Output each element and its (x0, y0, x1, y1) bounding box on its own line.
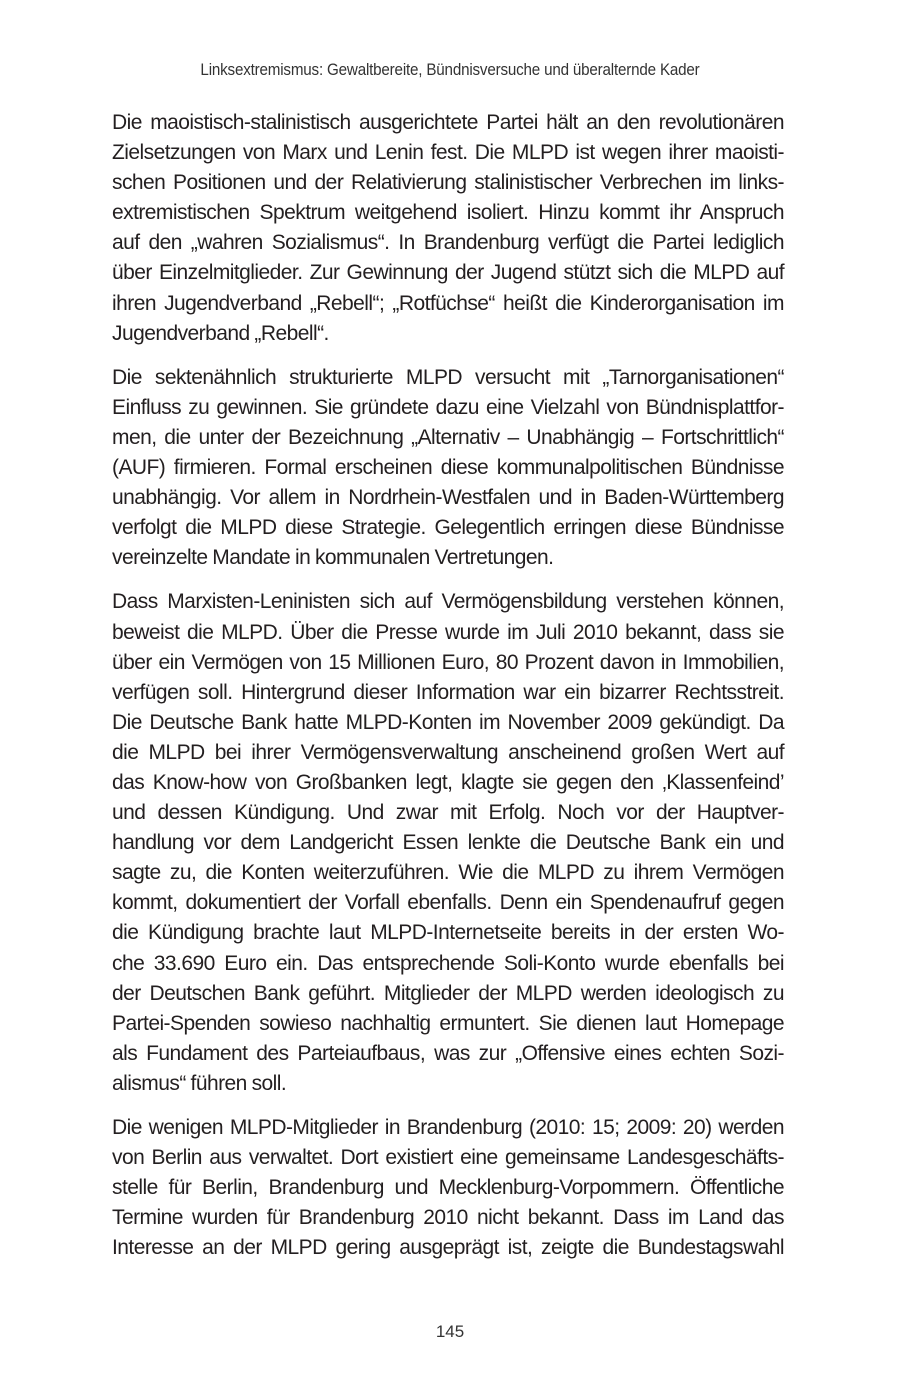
text-line: kommt, dokumentiert der Vorfall ebenfalls. Denn ein Spendenaufruf gegen (112, 891, 784, 915)
text-line: vereinzelte Mandate in kommunalen Vertretungen. (112, 546, 554, 570)
paragraph-4 (112, 1113, 784, 1263)
text-line: ihren Jugendverband „Rebell“; „Rotfüchse“ heißt die Kinderorganisation im (112, 291, 784, 315)
text-line: der Deutschen Bank geführt. Mitglieder der MLPD werden ideologisch zu (112, 981, 784, 1005)
text-line: Termine wurden für Brandenburg 2010 nicht bekannt. Dass im Land das (112, 1206, 784, 1230)
text-line: verfügen soll. Hintergrund dieser Information war ein bizarrer Rechtsstreit. (112, 680, 784, 704)
text-line: von Berlin aus verwaltet. Dort existiert eine gemeinsame Landesgeschäfts- (112, 1146, 784, 1170)
text-line: als Fundament des Parteiaufbaus, was zur „Offensive eines echten Sozi- (112, 1041, 784, 1065)
text-line: Partei-Spenden sowieso nachhaltig ermuntert. Sie dienen laut Homepage (112, 1011, 784, 1035)
page-number: 145 (435, 1322, 465, 1341)
text-line: und dessen Kündigung. Und zwar mit Erfolg. Noch vor der Hauptver- (112, 801, 784, 825)
running-header: Linksextremismus: Gewaltbereite, Bündnisversuche und überalternde Kader (200, 61, 700, 79)
text-line: verfolgt die MLPD diese Strategie. Gelegentlich erringen diese Bündnisse (112, 516, 784, 540)
text-line: Zielsetzungen von Marx und Lenin fest. Die MLPD ist wegen ihrer maoisti- (112, 141, 784, 165)
text-line: handlung vor dem Landgericht Essen lenkte die Deutsche Bank ein und (112, 831, 784, 855)
text-line: sagte zu, die Konten weiterzuführen. Wie die MLPD zu ihrem Vermögen (112, 861, 784, 885)
text-line: über ein Vermögen von 15 Millionen Euro, 80 Prozent davon in Immobilien, (112, 650, 784, 674)
body-text (112, 108, 784, 1277)
text-line: alismus“ führen soll. (112, 1071, 287, 1095)
text-line: Interesse an der MLPD gering ausgeprägt ist, zeigte die Bundestagswahl (112, 1236, 784, 1260)
text-line: die MLPD bei ihrer Vermögensverwaltung anscheinend großen Wert auf (112, 740, 784, 764)
text-line: schen Positionen und der Relativierung stalinistischer Verbrechen im links- (112, 171, 784, 195)
text-line: Dass Marxisten-Leninisten sich auf Vermögensbildung verstehen können, (112, 590, 784, 614)
text-line: über Einzelmitglieder. Zur Gewinnung der Jugend stützt sich die MLPD auf (112, 261, 784, 285)
text-line: Die wenigen MLPD-Mitglieder in Brandenburg (2010: 15; 2009: 20) werden (112, 1116, 784, 1139)
text-line: (AUF) firmieren. Formal erscheinen diese kommunalpolitischen Bündnisse (112, 456, 784, 480)
text-line: stelle für Berlin, Brandenburg und Mecklenburg-Vorpommern. Öffentliche (112, 1176, 784, 1200)
paragraph-1 (112, 108, 784, 349)
text-line: che 33.690 Euro ein. Das entsprechende Soli-Konto wurde ebenfalls bei (112, 951, 784, 975)
paragraph-2 (112, 363, 784, 574)
text-line: extremistischen Spektrum weitgehend isoliert. Hinzu kommt ihr Anspruch (112, 201, 784, 225)
text-line: auf den „wahren Sozialismus“. In Brandenburg verfügt die Partei lediglich (112, 231, 784, 255)
text-line: unabhängig. Vor allem in Nordrhein-Westfalen und in Baden-Württemberg (112, 486, 784, 510)
text-line: das Know-how von Großbanken legt, klagte sie gegen den ‚Klassenfeind’ (112, 770, 784, 794)
text-line: Die maoistisch-stalinistisch ausgerichtete Partei hält an den revolutionären (112, 111, 784, 134)
text-line: die Kündigung brachte laut MLPD-Internetseite bereits in der ersten Wo- (112, 921, 784, 945)
text-line: Jugendverband „Rebell“. (112, 321, 329, 345)
text-line: Die Deutsche Bank hatte MLPD-Konten im November 2009 gekündigt. Da (112, 710, 784, 734)
text-line: Einfluss zu gewinnen. Sie gründete dazu eine Vielzahl von Bündnisplattfor- (112, 395, 784, 419)
paragraph-3 (112, 587, 784, 1099)
text-line: beweist die MLPD. Über die Presse wurde im Juli 2010 bekannt, dass sie (112, 620, 784, 644)
text-line: men, die unter der Bezeichnung „Alternativ – Unabhängig – Fortschrittlich“ (112, 425, 784, 449)
text-line: Die sektenähnlich strukturierte MLPD versucht mit „Tarnorganisationen“ (112, 365, 784, 389)
